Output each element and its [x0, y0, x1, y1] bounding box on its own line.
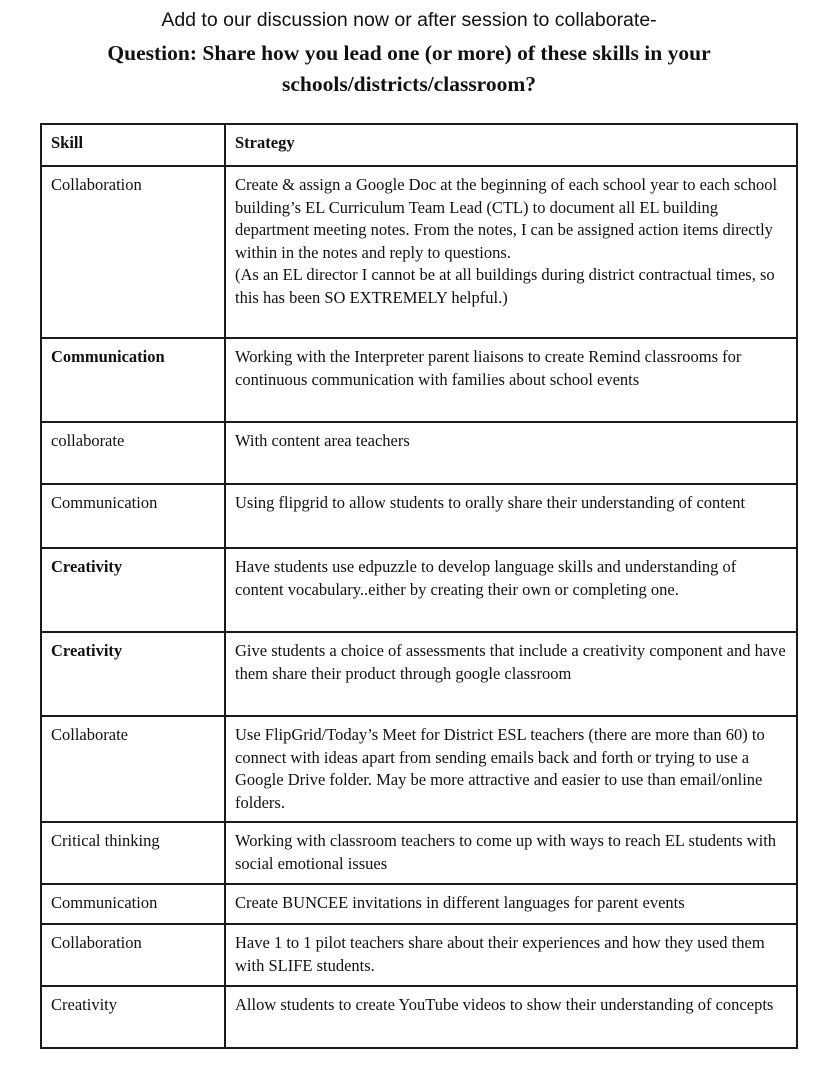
- intro-line: Add to our discussion now or after session to collaborate-: [161, 9, 657, 31]
- skills-table: [40, 123, 798, 1049]
- table-row: [41, 166, 797, 338]
- strategy-cell: Create & assign a Google Doc at the beginning of each school year to each school building’s EL Curriculum Team Lead (CTL) to document all EL building department meeting notes. From the notes, I can be assigned action items directly within in the notes and reply to questions. (As an EL director I cannot be at all buildings during district contractual times, so this has been SO EXTREMELY helpful.): [225, 166, 797, 338]
- skill-cell: Collaboration: [41, 924, 225, 986]
- table-row: [41, 338, 797, 422]
- strategy-cell: Create BUNCEE invitations in different languages for parent events: [225, 884, 797, 924]
- strategy-cell: Working with classroom teachers to come up with ways to reach EL students with social emotional issues: [225, 822, 797, 884]
- table-row: [41, 986, 797, 1048]
- strategy-cell: Give students a choice of assessments that include a creativity component and have them share their product through google classroom: [225, 632, 797, 716]
- strategy-cell: Have students use edpuzzle to develop language skills and understanding of content vocabulary..either by creating their own or completing one.: [225, 548, 797, 632]
- strategy-cell: Allow students to create YouTube videos to show their understanding of concepts: [225, 986, 797, 1048]
- skill-cell: collaborate: [41, 422, 225, 484]
- question-heading: Question: Share how you lead one (or more) of these skills in your schools/districts/classroom?: [107, 41, 711, 96]
- table-row: [41, 716, 797, 822]
- table-row: [41, 884, 797, 924]
- table-row: [41, 422, 797, 484]
- skill-cell: Communication: [41, 338, 225, 422]
- strategy-cell: With content area teachers: [225, 422, 797, 484]
- skill-cell: Communication: [41, 884, 225, 924]
- header-strategy: Strategy: [225, 124, 797, 166]
- skill-cell: Creativity: [41, 632, 225, 716]
- skill-cell: Creativity: [41, 548, 225, 632]
- table-row: [41, 632, 797, 716]
- table-row: [41, 484, 797, 548]
- table-row: [41, 822, 797, 884]
- skill-cell: Communication: [41, 484, 225, 548]
- table-header-row: [41, 124, 797, 166]
- strategy-cell: Working with the Interpreter parent liaisons to create Remind classrooms for continuous communication with families about school events: [225, 338, 797, 422]
- skill-cell: Creativity: [41, 986, 225, 1048]
- strategy-cell: Using flipgrid to allow students to orally share their understanding of content: [225, 484, 797, 548]
- skill-cell: Collaboration: [41, 166, 225, 338]
- strategy-cell: Have 1 to 1 pilot teachers share about their experiences and how they used them with SLIFE students.: [225, 924, 797, 986]
- strategy-cell: Use FlipGrid/Today’s Meet for District ESL teachers (there are more than 60) to connect with ideas apart from sending emails back and forth or trying to use a Google Drive folder. May be more attractive and easier to use than email/online folders.: [225, 716, 797, 822]
- table-row: [41, 548, 797, 632]
- header-skill: Skill: [41, 124, 225, 166]
- table-row: [41, 924, 797, 986]
- skill-cell: Critical thinking: [41, 822, 225, 884]
- skill-cell: Collaborate: [41, 716, 225, 822]
